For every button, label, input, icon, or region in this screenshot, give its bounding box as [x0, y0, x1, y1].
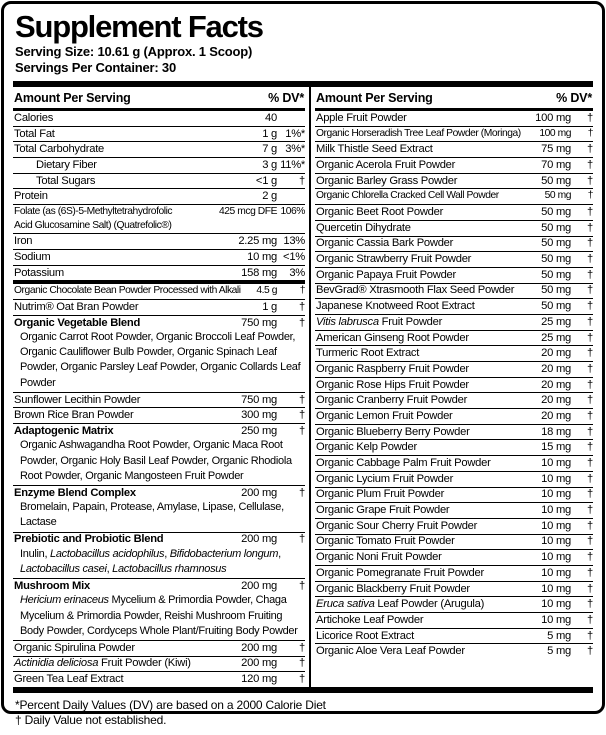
- ingredient-name: Organic Barley Grass Powder: [316, 174, 458, 187]
- ingredient-row: [315, 534, 593, 550]
- ingredient-row: [315, 111, 593, 126]
- ingredient-dv: †: [299, 533, 305, 546]
- ingredient-row: [315, 220, 593, 236]
- ingredient-amount: 2.25 mg: [238, 235, 277, 248]
- ingredient-row: [13, 280, 305, 299]
- ingredient-name: Milk Thistle Seed Extract: [316, 143, 433, 156]
- left-column: [13, 87, 305, 687]
- ingredient-amount: 20 mg: [541, 362, 571, 375]
- ingredient-dv: †: [587, 174, 593, 187]
- ingredient-row: [315, 283, 593, 299]
- ingredient-amount: 200 mg: [241, 657, 277, 670]
- ingredient-dv: †: [587, 394, 593, 407]
- ingredient-name: Adaptogenic Matrix: [14, 425, 114, 438]
- ingredient-name: Organic Horseradish Tree Leaf Powder (Moringa): [316, 127, 521, 139]
- ingredient-amount: 20 mg: [541, 409, 571, 422]
- ingredient-dv: †: [587, 221, 593, 234]
- ingredient-name: Organic Cassia Bark Powder: [316, 237, 454, 250]
- ingredient-dv: †: [587, 566, 593, 579]
- ingredient-dv: †: [587, 535, 593, 548]
- right-rows: [315, 111, 593, 687]
- ingredient-amount: 158 mg: [241, 266, 277, 279]
- ingredient-name: Turmeric Root Extract: [316, 347, 420, 360]
- ingredient-dv: †: [299, 673, 305, 686]
- ingredient-amount: 750 mg: [241, 393, 277, 406]
- ingredient-row: [13, 578, 305, 640]
- ingredient-amount: 1 g: [262, 300, 277, 313]
- footnote-daily-value: † Daily Value not established.: [15, 713, 167, 728]
- ingredient-row: [13, 249, 305, 265]
- ingredient-name: Vitis labrusca Fruit Powder: [316, 315, 443, 328]
- ingredient-name: Japanese Knotweed Root Extract: [316, 300, 475, 313]
- ingredient-dv: †: [299, 174, 305, 187]
- ingredient-name: Nutrim® Oat Bran Powder: [14, 300, 139, 313]
- ingredient-dv: †: [587, 378, 593, 391]
- ingredient-dv: †: [587, 253, 593, 266]
- ingredient-amount: 750 mg: [241, 316, 277, 329]
- sub-ingredients: Organic Carrot Root Powder, Organic Broccoli Leaf Powder, Organic Cauliflower Bulb Powder, Organic Spinach Leaf Powder, Organic Parsley Leaf Powder, Organic Collards Leaf Powder: [20, 330, 301, 389]
- ingredient-row: [315, 643, 593, 659]
- ingredient-dv: †: [587, 551, 593, 564]
- ingredient-name: Organic Chlorella Cracked Cell Wall Powder: [316, 190, 499, 202]
- ingredient-dv: †: [587, 488, 593, 501]
- ingredient-amount: 10 mg: [247, 250, 277, 263]
- ingredient-amount: 5 mg: [547, 645, 571, 658]
- ingredient-row: [13, 188, 305, 204]
- ingredient-row: [315, 612, 593, 628]
- ingredient-name: Total Carbohydrate: [14, 143, 105, 156]
- ingredient-dv: †: [587, 127, 593, 139]
- ingredient-dv: †: [299, 409, 305, 422]
- ingredient-name: Apple Fruit Powder: [316, 111, 407, 124]
- ingredient-name: Calories: [14, 111, 54, 124]
- ingredient-dv: †: [587, 425, 593, 438]
- ingredient-amount: 10 mg: [541, 488, 571, 501]
- ingredient-dv: †: [587, 206, 593, 219]
- ingredient-dv: †: [587, 504, 593, 517]
- percent-dv-header: % DV*: [556, 91, 592, 105]
- ingredient-row: [315, 377, 593, 393]
- ingredient-amount: 10 mg: [541, 504, 571, 517]
- ingredient-dv: †: [299, 486, 305, 499]
- ingredient-amount: 10 mg: [541, 457, 571, 470]
- ingredient-amount: 3 g: [262, 158, 277, 171]
- ingredient-dv: †: [299, 393, 305, 406]
- ingredient-dv: 3%*: [285, 143, 305, 156]
- ingredient-amount: 2 g: [262, 190, 277, 203]
- ingredient-dv: †: [299, 580, 305, 592]
- ingredient-row: [315, 157, 593, 173]
- ingredient-row: [13, 173, 305, 189]
- column-divider: [309, 87, 311, 687]
- ingredient-name: Organic Grape Fruit Powder: [316, 504, 450, 517]
- ingredient-row: [315, 424, 593, 440]
- ingredient-amount: 40: [265, 111, 277, 124]
- ingredient-name: Organic Kelp Powder: [316, 441, 417, 454]
- ingredient-row: [13, 485, 305, 532]
- ingredient-row: [315, 502, 593, 518]
- footnote-percent-dv: *Percent Daily Values (DV) are based on a 2000 Calorie Diet: [15, 697, 326, 712]
- ingredient-name: Total Fat: [14, 127, 55, 140]
- ingredient-amount: 50 mg: [541, 284, 571, 297]
- ingredient-amount: 10 mg: [541, 598, 571, 611]
- ingredient-amount: 18 mg: [541, 425, 571, 438]
- amount-per-serving-header: Amount Per Serving: [14, 91, 131, 105]
- ingredient-name: Organic Blueberry Berry Powder: [316, 425, 470, 438]
- ingredient-dv: †: [587, 472, 593, 485]
- ingredient-dv: 11%*: [280, 158, 305, 171]
- ingredient-row: [13, 671, 305, 687]
- ingredient-row: [315, 596, 593, 612]
- ingredient-dv: 106%: [280, 206, 305, 218]
- ingredient-name: Protein: [14, 190, 48, 203]
- ingredient-row: [315, 251, 593, 267]
- ingredient-amount: 200 mg: [241, 641, 277, 654]
- ingredient-name: Organic Sour Cherry Fruit Powder: [316, 519, 478, 532]
- ingredient-name: Iron: [14, 235, 33, 248]
- ingredient-dv: †: [587, 111, 593, 124]
- ingredient-name: Artichoke Leaf Powder: [316, 613, 424, 626]
- ingredient-amount: 25 mg: [541, 331, 571, 344]
- ingredient-amount: 10 mg: [541, 582, 571, 595]
- ingredient-dv: †: [299, 285, 305, 297]
- ingredient-amount: 10 mg: [541, 613, 571, 626]
- label-header: [4, 4, 602, 81]
- ingredient-name: Organic Strawberry Fruit Powder: [316, 253, 472, 266]
- right-column: [315, 87, 593, 687]
- ingredient-name: Organic Rose Hips Fruit Powder: [316, 378, 469, 391]
- ingredient-row: [315, 518, 593, 534]
- ingredient-dv: †: [299, 425, 305, 438]
- ingredient-name: Prebiotic and Probiotic Blend: [14, 533, 164, 546]
- ingredient-amount: 25 mg: [541, 315, 571, 328]
- ingredient-row: [13, 392, 305, 408]
- ingredient-amount: 20 mg: [541, 347, 571, 360]
- ingredient-row: [13, 299, 305, 315]
- ingredient-row: [315, 330, 593, 346]
- ingredient-dv: †: [587, 457, 593, 470]
- footnotes: [4, 693, 602, 735]
- ingredient-amount: 4.5 g: [256, 285, 277, 297]
- ingredient-row: [13, 204, 305, 233]
- ingredient-name: Organic Tomato Fruit Powder: [316, 535, 455, 548]
- ingredient-row: [13, 407, 305, 423]
- ingredient-row: [13, 157, 305, 173]
- ingredient-amount: 10 mg: [541, 519, 571, 532]
- ingredient-row: [315, 565, 593, 581]
- ingredient-row: [315, 236, 593, 252]
- ingredient-name: American Ginseng Root Powder: [316, 331, 469, 344]
- ingredient-dv: †: [299, 300, 305, 313]
- ingredient-dv: †: [587, 315, 593, 328]
- ingredient-row: [13, 640, 305, 656]
- left-rows: [13, 111, 305, 687]
- ingredient-dv: †: [587, 190, 593, 202]
- columns: [4, 87, 602, 687]
- ingredient-name: Organic Chocolate Bean Powder Processed with Alkali: [14, 285, 241, 297]
- ingredient-dv: 3%: [289, 266, 305, 279]
- servings-per-container: Servings Per Container: 30: [15, 60, 176, 75]
- ingredient-row: [315, 267, 593, 283]
- sub-ingredients: Organic Ashwagandha Root Powder, Organic Maca Root Powder, Organic Holy Basil Leaf Powder, Organic Rhodiola Root Powder, Organic Mangosteen Fruit Powder: [20, 439, 292, 482]
- ingredient-name: Organic Spirulina Powder: [14, 641, 135, 654]
- ingredient-amount: 75 mg: [541, 143, 571, 156]
- ingredient-dv: <1%: [283, 250, 305, 263]
- ingredient-row: [315, 581, 593, 597]
- ingredient-row: [13, 265, 305, 281]
- ingredient-name: Dietary Fiber: [36, 158, 97, 171]
- ingredient-dv: †: [587, 645, 593, 658]
- ingredient-name: Quercetin Dihydrate: [316, 221, 411, 234]
- ingredient-name: Enzyme Blend Complex: [14, 486, 136, 499]
- ingredient-row: [315, 345, 593, 361]
- ingredient-name: Folate (as (6S)-5-Methyltetrahydrofolic: [14, 206, 173, 218]
- ingredient-name: Mushroom Mix: [14, 580, 90, 592]
- ingredient-amount: 1 g: [262, 127, 277, 140]
- percent-dv-header: % DV*: [268, 91, 304, 105]
- ingredient-name: Organic Aloe Vera Leaf Powder: [316, 645, 465, 658]
- ingredient-row: [315, 628, 593, 644]
- ingredient-name: BevGrad® Xtrasmooth Flax Seed Powder: [316, 284, 515, 297]
- ingredient-row: [315, 361, 593, 377]
- sub-ingredients: Bromelain, Papain, Protease, Amylase, Lipase, Cellulase, Lactase: [20, 501, 284, 529]
- ingredient-row: [315, 188, 593, 204]
- ingredient-dv: 1%*: [285, 127, 305, 140]
- ingredient-amount: 50 mg: [541, 268, 571, 281]
- ingredient-amount: 5 mg: [547, 629, 571, 642]
- ingredient-name: Organic Raspberry Fruit Powder: [316, 362, 469, 375]
- ingredient-amount: <1 g: [255, 174, 277, 187]
- ingredient-dv: †: [299, 657, 305, 670]
- sub-ingredients: Hericium erinaceus Mycelium & Primordia Powder, Chaga Mycelium & Primordia Powder, Reishi Mushroom Fruiting Body Powder, Cordyceps Whole Plant/Fruiting Body Powder: [20, 594, 298, 637]
- ingredient-row: [315, 173, 593, 189]
- ingredient-dv: †: [587, 268, 593, 281]
- ingredient-name: Potassium: [14, 266, 64, 279]
- ingredient-amount: 7 g: [262, 143, 277, 156]
- ingredient-dv: †: [587, 143, 593, 156]
- ingredient-row: [13, 656, 305, 672]
- ingredient-amount: 50 mg: [541, 300, 571, 313]
- ingredient-name: Organic Lemon Fruit Powder: [316, 409, 453, 422]
- ingredient-name: Organic Cabbage Palm Fruit Powder: [316, 457, 491, 470]
- sub-ingredients: Inulin, Lactobacillus acidophilus, Bifidobacterium longum, Lactobacillus casei, Lactobacillus rhamnosus: [20, 547, 281, 575]
- ingredient-amount: 100 mg: [539, 127, 571, 139]
- ingredient-row: [315, 439, 593, 455]
- facts-title: Supplement Facts: [15, 9, 263, 44]
- ingredient-row: [13, 111, 305, 126]
- ingredient-dv: †: [587, 331, 593, 344]
- ingredient-row: [13, 423, 305, 485]
- ingredient-dv: †: [299, 316, 305, 329]
- ingredient-name: Organic Noni Fruit Powder: [316, 551, 442, 564]
- ingredient-row: [315, 141, 593, 157]
- ingredient-dv: †: [587, 347, 593, 360]
- ingredient-name: Licorice Root Extract: [316, 629, 414, 642]
- ingredient-amount: 50 mg: [541, 174, 571, 187]
- ingredient-row: [315, 471, 593, 487]
- ingredient-dv: †: [587, 409, 593, 422]
- ingredient-row: [315, 204, 593, 220]
- ingredient-dv: †: [587, 613, 593, 626]
- ingredient-row: [315, 455, 593, 471]
- ingredient-dv: †: [587, 237, 593, 250]
- ingredient-name: Organic Pomegranate Fruit Powder: [316, 566, 484, 579]
- ingredient-row: [315, 549, 593, 565]
- ingredient-amount: 10 mg: [541, 566, 571, 579]
- ingredient-row: [315, 392, 593, 408]
- right-column-header: [315, 87, 593, 111]
- ingredient-dv: †: [587, 629, 593, 642]
- ingredient-name: Organic Plum Fruit Powder: [316, 488, 445, 501]
- ingredient-amount: 200 mg: [241, 486, 277, 499]
- serving-size: Serving Size: 10.61 g (Approx. 1 Scoop): [15, 44, 253, 59]
- ingredient-dv: †: [587, 362, 593, 375]
- ingredient-amount: 20 mg: [541, 394, 571, 407]
- ingredient-dv: †: [299, 641, 305, 654]
- ingredient-amount: 50 mg: [541, 253, 571, 266]
- ingredient-dv: †: [587, 598, 593, 611]
- ingredient-amount: 10 mg: [541, 551, 571, 564]
- ingredient-name: Organic Lycium Fruit Powder: [316, 472, 454, 485]
- ingredient-row: [315, 298, 593, 314]
- ingredient-dv: †: [587, 300, 593, 313]
- ingredient-amount: 50 mg: [541, 237, 571, 250]
- ingredient-dv: †: [587, 519, 593, 532]
- ingredient-amount: 15 mg: [541, 441, 571, 454]
- ingredient-row: [315, 408, 593, 424]
- ingredient-name: Total Sugars: [36, 174, 96, 187]
- ingredient-dv: †: [587, 582, 593, 595]
- ingredient-amount: 120 mg: [241, 673, 277, 686]
- ingredient-amount: 250 mg: [241, 425, 277, 438]
- supplement-facts-label: [1, 1, 605, 728]
- ingredient-amount: 425 mcg DFE: [219, 206, 277, 218]
- ingredient-name: Sunflower Lecithin Powder: [14, 393, 141, 406]
- ingredient-row: [13, 233, 305, 249]
- ingredient-row: [13, 315, 305, 392]
- ingredient-dv: †: [587, 158, 593, 171]
- ingredient-row: [13, 126, 305, 142]
- ingredient-dv: †: [587, 441, 593, 454]
- ingredient-row: [315, 487, 593, 503]
- ingredient-row: [315, 126, 593, 142]
- ingredient-amount: 50 mg: [544, 190, 571, 202]
- ingredient-name: Organic Vegetable Blend: [14, 316, 141, 329]
- ingredient-amount: 200 mg: [241, 580, 277, 592]
- ingredient-name: Green Tea Leaf Extract: [14, 673, 124, 686]
- ingredient-row: [315, 314, 593, 330]
- ingredient-dv: 13%: [283, 235, 305, 248]
- ingredient-amount: 10 mg: [541, 472, 571, 485]
- ingredient-dv: †: [587, 284, 593, 297]
- ingredient-name: Brown Rice Bran Powder: [14, 409, 134, 422]
- ingredient-name: Organic Cranberry Fruit Powder: [316, 394, 468, 407]
- ingredient-row: [13, 141, 305, 157]
- ingredient-amount: 70 mg: [541, 158, 571, 171]
- left-column-header: [13, 87, 305, 111]
- amount-per-serving-header: Amount Per Serving: [316, 91, 433, 105]
- ingredient-amount: 10 mg: [541, 535, 571, 548]
- ingredient-name: Organic Acerola Fruit Powder: [316, 158, 456, 171]
- ingredient-name: Eruca sativa Leaf Powder (Arugula): [316, 598, 485, 611]
- ingredient-amount: 20 mg: [541, 378, 571, 391]
- ingredient-amount: 300 mg: [241, 409, 277, 422]
- ingredient-name: Organic Blackberry Fruit Powder: [316, 582, 470, 595]
- ingredient-name: Actinidia deliciosa Fruit Powder (Kiwi): [14, 657, 191, 670]
- ingredient-amount: 50 mg: [541, 206, 571, 219]
- ingredient-amount: 50 mg: [541, 221, 571, 234]
- ingredient-name: Organic Beet Root Powder: [316, 206, 444, 219]
- ingredient-amount: 200 mg: [241, 533, 277, 546]
- ingredient-row: [13, 532, 305, 579]
- ingredient-name: Organic Papaya Fruit Powder: [316, 268, 456, 281]
- ingredient-name-line2: Acid Glucosamine Salt) (Quatrefolic®): [14, 219, 172, 231]
- ingredient-name: Sodium: [14, 250, 51, 263]
- ingredient-amount: 100 mg: [535, 111, 571, 124]
